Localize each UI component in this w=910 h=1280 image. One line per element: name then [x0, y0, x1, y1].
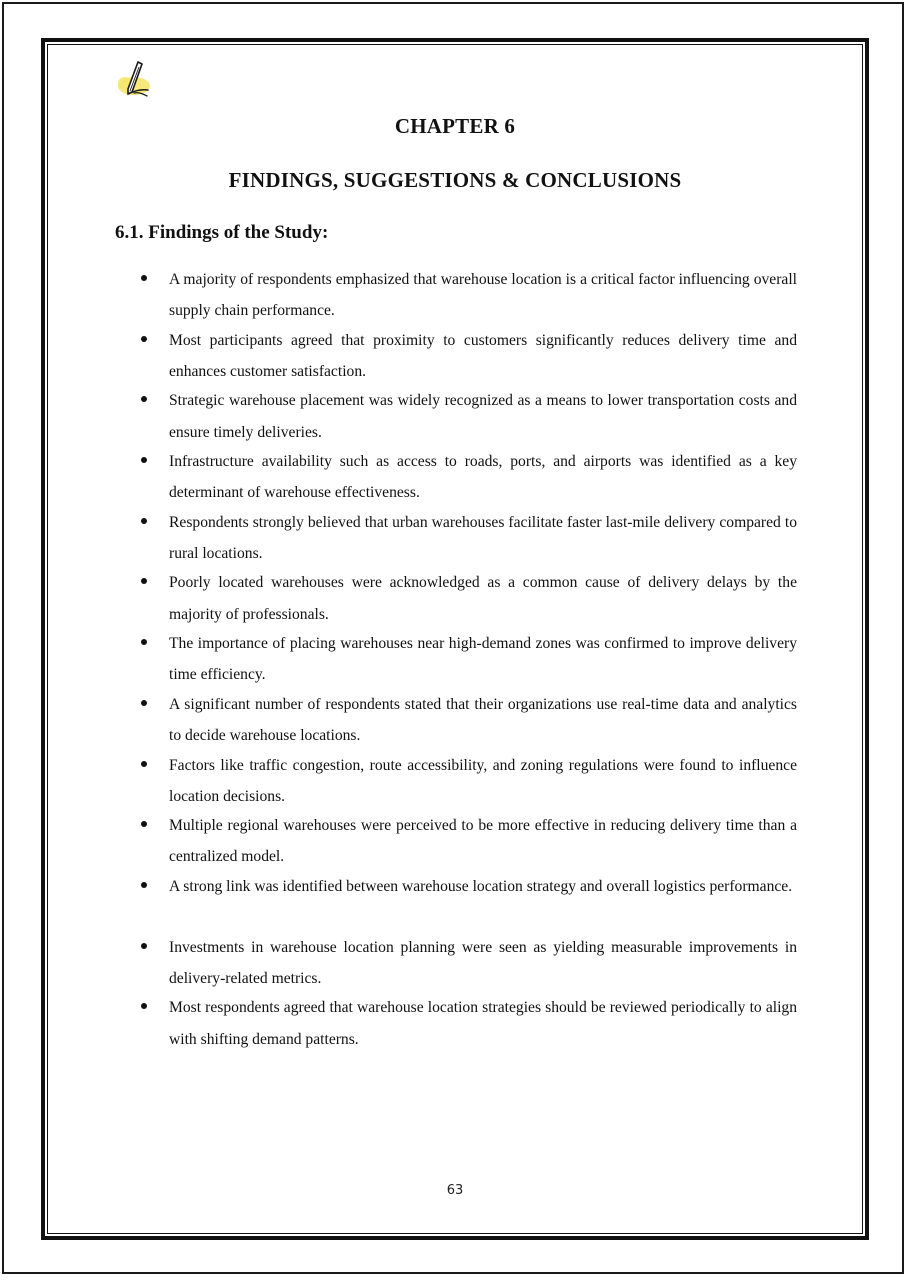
finding-text: The importance of placing warehouses near high-demand zones was confirmed to improve delivery time efficiency.	[169, 635, 797, 684]
chapter-title: FINDINGS, SUGGESTIONS & CONCLUSIONS	[228, 168, 682, 192]
bullet-icon	[141, 518, 147, 524]
finding-text: Most participants agreed that proximity to customers significantly reduces delivery time and enhances customer satisfaction.	[169, 331, 797, 380]
list-item	[115, 567, 797, 630]
finding-text: A majority of respondents emphasized that warehouse location is a critical factor influencing overall supply chain performance.	[169, 271, 797, 320]
bullet-icon	[141, 943, 147, 949]
bullet-icon	[141, 761, 147, 767]
bullet-icon	[141, 700, 147, 706]
finding-text: Most respondents agreed that warehouse location strategies should be reviewed periodically to align with shifting demand patterns.	[169, 999, 797, 1048]
finding-text: Respondents strongly believed that urban warehouses facilitate faster last-mile delivery compared to rural locations.	[169, 513, 797, 563]
bullet-icon	[141, 1003, 147, 1009]
list-item	[115, 385, 797, 448]
bullet-icon	[141, 882, 147, 888]
list-item	[115, 264, 797, 327]
list-item	[115, 628, 797, 691]
finding-text: A significant number of respondents stated that their organizations use real-time data and analytics to decide warehouse locations.	[169, 695, 797, 745]
bullet-icon	[141, 639, 147, 645]
list-item	[115, 992, 797, 1055]
list-item	[115, 871, 797, 934]
bullet-icon	[141, 578, 147, 584]
finding-text: A strong link was identified between warehouse location strategy and overall logistics performance.	[169, 877, 793, 895]
section-heading: 6.1. Findings of the Study:	[115, 222, 329, 243]
finding-text: Multiple regional warehouses were perceived to be more effective in reducing delivery time than a centralized model.	[169, 817, 797, 866]
finding-text: Investments in warehouse location planning were seen as yielding measurable improvements in delivery-related metrics.	[169, 938, 797, 987]
bullet-icon	[141, 336, 147, 342]
list-item	[115, 750, 797, 813]
list-item	[115, 689, 797, 752]
findings-list	[115, 266, 797, 1055]
finding-text: Poorly located warehouses were acknowledged as a common cause of delivery delays by the majority of professionals.	[169, 574, 797, 623]
list-item	[115, 507, 797, 570]
list-item	[115, 810, 797, 873]
pen-with-highlight-icon	[112, 58, 162, 102]
bullet-icon	[141, 821, 147, 827]
bullet-icon	[141, 275, 147, 281]
bullet-icon	[141, 396, 147, 402]
finding-text: Factors like traffic congestion, route accessibility, and zoning regulations were found to influence location decisions.	[169, 756, 797, 805]
finding-text: Infrastructure availability such as access to roads, ports, and airports was identified as a key determinant of warehouse effectiveness.	[169, 453, 797, 502]
page-number: 63	[446, 1183, 464, 1198]
list-item	[115, 325, 797, 388]
finding-text: Strategic warehouse placement was widely recognized as a means to lower transportation costs and ensure timely deliveries.	[169, 392, 797, 441]
list-item	[115, 932, 797, 995]
bullet-icon	[141, 457, 147, 463]
list-item	[115, 446, 797, 509]
chapter-number: CHAPTER 6	[394, 114, 516, 138]
